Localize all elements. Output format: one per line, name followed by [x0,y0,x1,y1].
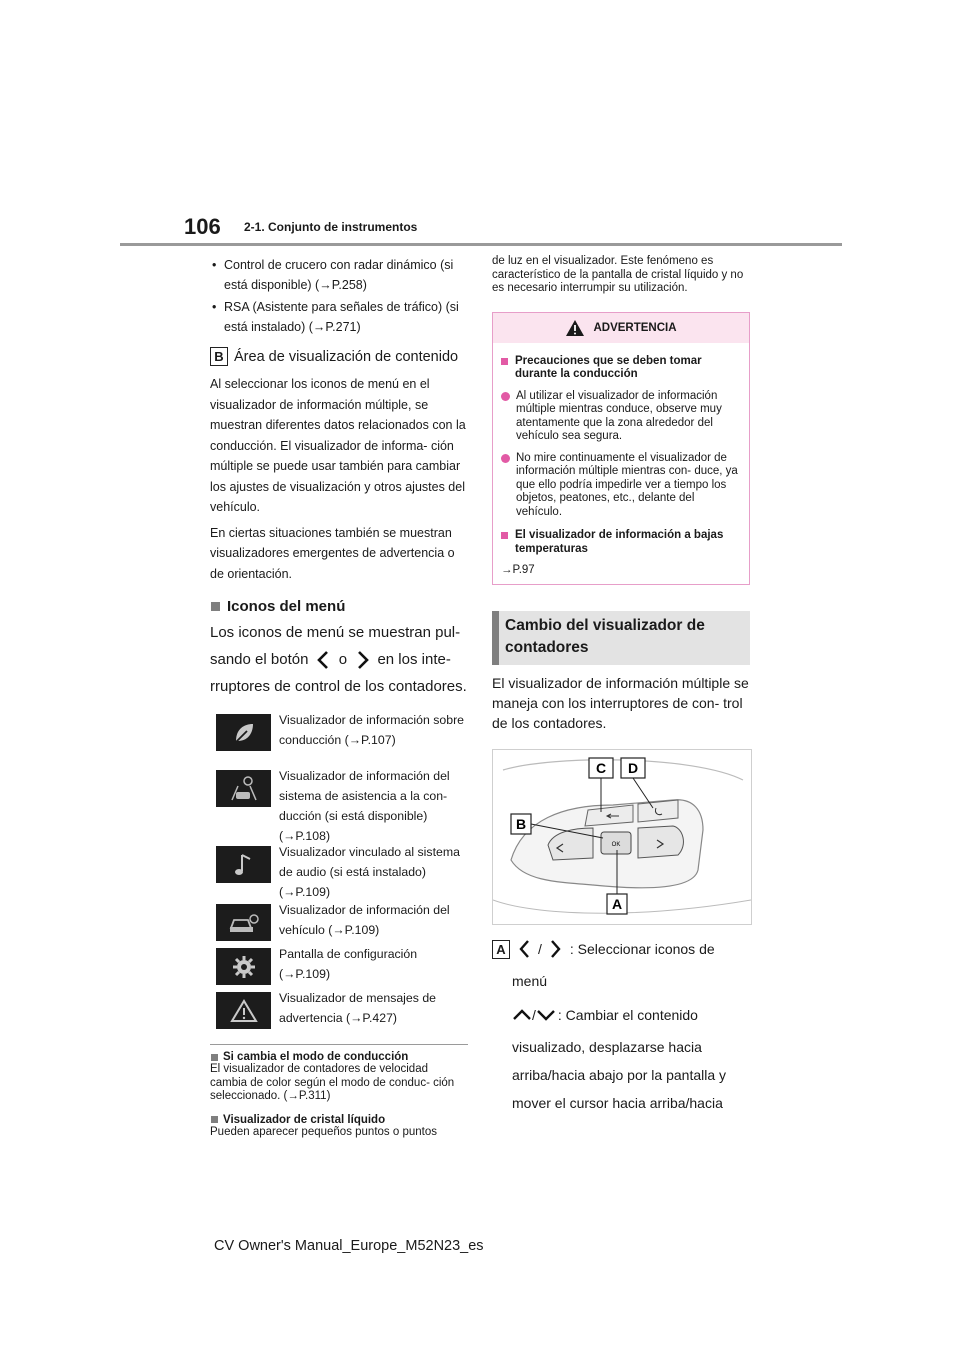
section-b-title: Área de visualización de contenido [234,348,459,365]
menu-icons-line: Los iconos de menú se muestran pul- [210,624,461,641]
divider [210,1044,468,1045]
tag-a: A [492,940,510,959]
steering-wheel-illustration [493,750,751,924]
list-item: Pantalla de configuración (→P.109) [210,944,468,988]
footer: CV Owner's Manual_Europe_M52N23_es [214,1238,484,1254]
left-column [210,255,468,1145]
car-info-icon [216,904,271,941]
page-number: 106 [184,214,221,239]
chevron-left-icon [313,649,335,671]
legend-text: menú [512,973,548,989]
steering-switch-diagram [492,749,752,925]
list-item: Visualizador de información del sistema de asistencia a la con- ducción (si está disponible) (→P.108) [210,766,468,842]
square-bullet-icon [211,602,220,611]
warning-reference: →P.97 [501,564,535,576]
bullet-item: • RSA (Asistente para señales de tráfico) (si está instalado) (→P.271) [212,300,459,334]
section-title: 2-1. Conjunto de instrumentos [244,220,418,234]
menu-icons-heading: Iconos del menú [210,598,468,615]
chevron-up-icon [512,1007,532,1023]
label-c: C [595,760,607,776]
warning-box [492,312,750,586]
warning-icon [216,992,271,1029]
menu-icons-line: sando el botón o en los inte- [210,646,468,673]
chevron-left-icon [516,939,534,959]
square-bullet-icon [211,1054,218,1061]
menu-icons-line: rruptores de control de los contadores. [210,678,467,695]
chevron-right-icon [351,649,373,671]
warning-item: Al utilizar el visualizador de información múltiple mientras conduce, observe muy atentamente que la zona alrededor del vehículo sea segura. [501,390,741,444]
label-ok: OK [611,842,621,848]
note-continuation: de luz en el visualizador. Este fenómeno es característico de la pantalla de cristal líquido y no es necesario interrumpir su utilización. [492,255,744,294]
chevron-down-icon [536,1007,556,1023]
warning-icon [565,319,585,337]
list-item: Visualizador de mensajes de advertencia (→P.427) [210,988,468,1032]
square-bullet-icon [211,1116,218,1123]
legend-text: arriba/hacia abajo por la pantalla y [512,1067,727,1083]
menu-icon-list [210,710,468,1032]
label-b: B [515,816,527,832]
paragraph: Al seleccionar los iconos de menú en el visualizador de información múltiple, se muestran diferentes datos relacionados con la conducción. El visualizador de informa- ción múltiple se puede usar también para cambiar los ajustes de visualización y otros ajustes del vehículo. [210,377,466,514]
circle-bullet-icon [501,454,510,463]
bullet-item: • Control de crucero con radar dinámico (si está disponible) (→P.258) [212,258,454,292]
legend-line: / : Cambiar el contenido [492,1001,750,1029]
tag-b: B [210,347,228,366]
note-heading: Si cambia el modo de conducción [210,1051,468,1063]
note-text: Pueden aparecer pequeños puntos o puntos [210,1125,437,1138]
note-text: El visualizador de contadores de velocidad cambia de color según el modo de conduc- ción seleccionado. (→P.311) [210,1063,455,1102]
list-item: Visualizador de información del vehículo (→P.109) [210,900,468,944]
list-item: Visualizador vinculado al sistema de audio (si está instalado) (→P.109) [210,842,468,900]
warning-item: No mire continuamente el visualizador de información múltiple mientras con- duce, ya que ello podría impedirle ver a tiempo los objetos, peatones, etc., delante del vehículo. [501,452,741,520]
legend-a: A / : Seleccionar iconos de [492,939,750,959]
header-rule [120,243,842,246]
label-d: D [627,760,639,776]
label-a: A [611,896,623,912]
gear-icon [216,948,271,985]
chevron-right-icon [546,939,564,959]
leaf-icon [216,714,271,751]
section-b-heading [210,347,468,366]
warning-heading: Precauciones que se deben tomar durante la conducción [501,355,741,382]
legend-text: mover el cursor hacia arriba/hacia [512,1095,723,1111]
paragraph: En ciertas situaciones también se muestran visualizadores emergentes de advertencia o de orientación. [210,525,455,581]
square-bullet-icon [501,358,508,365]
legend-text: visualizado, desplazarse hacia [512,1039,702,1055]
cambio-heading: Cambio del visualizador de contadores [492,611,750,665]
note-heading: Visualizador de cristal líquido [210,1114,468,1126]
circle-bullet-icon [501,392,510,401]
music-note-icon [216,846,271,883]
square-bullet-icon [501,532,508,539]
paragraph: El visualizador de información múltiple se maneja con los interruptores de con- trol de los contadores. [492,675,749,731]
warning-header: ADVERTENCIA [493,313,749,343]
warning-heading: El visualizador de información a bajas temperaturas [501,529,741,556]
list-item: Visualizador de información sobre conducción (→P.107) [210,710,468,766]
right-column [492,255,750,1117]
driver-assist-icon [216,770,271,807]
